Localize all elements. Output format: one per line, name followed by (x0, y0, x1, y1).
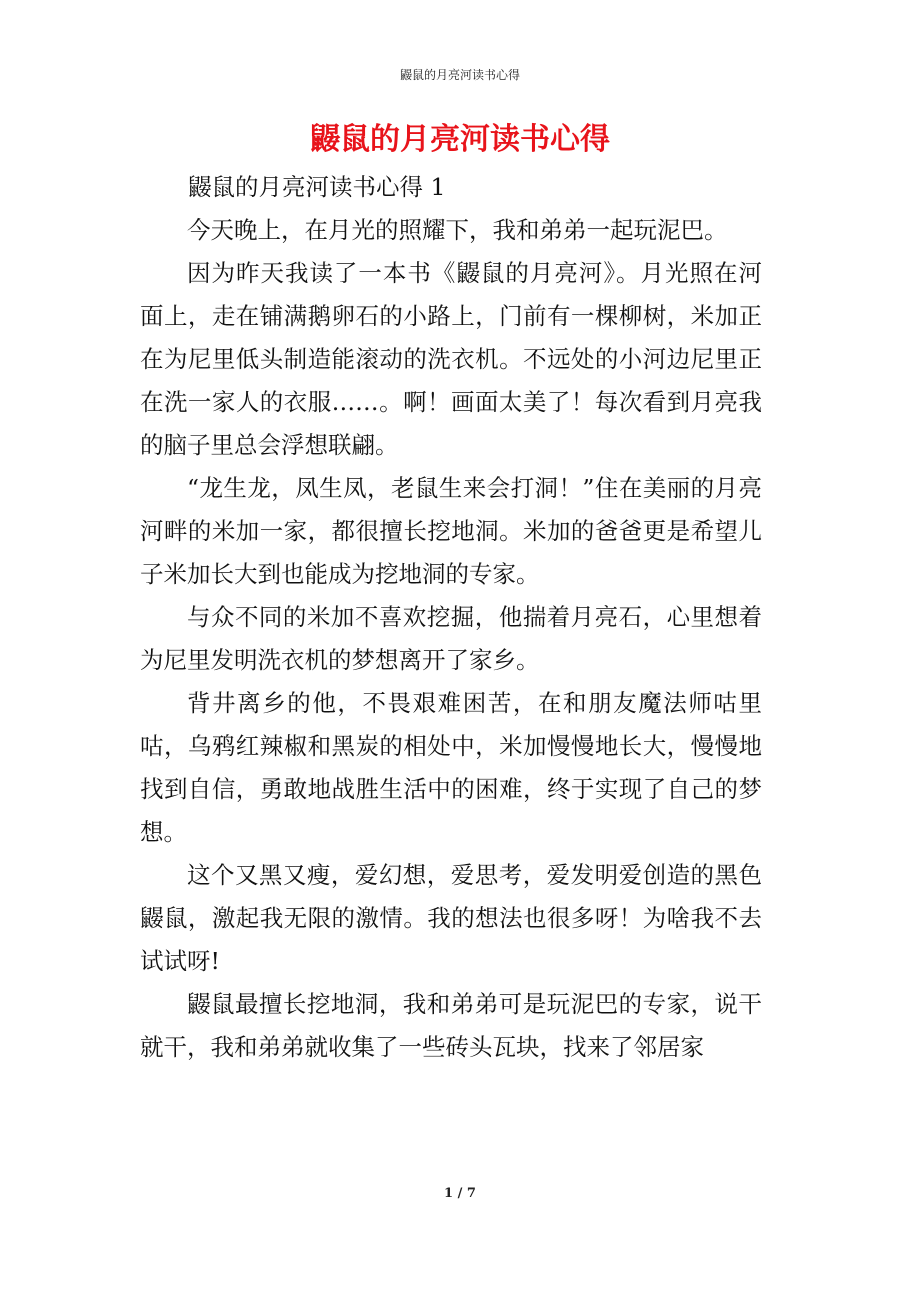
running-header: 鼹鼠的月亮河读书心得 (399, 68, 520, 82)
paragraph: 与众不同的米加不喜欢挖掘，他揣着月亮石，心里想着为尼里发明洗衣机的梦想离开了家乡。 (140, 603, 762, 674)
document-title: 鼹鼠的月亮河读书心得 (310, 122, 610, 157)
document-subtitle: 鼹鼠的月亮河读书心得 1 (188, 173, 446, 201)
paragraph: 鼹鼠最擅长挖地洞，我和弟弟可是玩泥巴的专家，说干就干，我和弟弟就收集了一些砖头瓦块，找来了邻居家 (140, 990, 762, 1061)
paragraph: “龙生龙，凤生凤，老鼠生来会打洞！”住在美丽的月亮河畔的米加一家，都很擅长挖地洞。米加的爸爸更是希望儿子米加长大到也能成为挖地洞的专家。 (140, 474, 762, 588)
paragraph: 这个又黑又瘦，爱幻想，爱思考，爱发明爱创造的黑色鼹鼠，激起我无限的激情。我的想法也很多呀！为啥我不去试试呀! (140, 861, 762, 975)
document-body (140, 166, 762, 1069)
paragraph: 今天晚上，在月光的照耀下，我和弟弟一起玩泥巴。 (187, 216, 728, 244)
paragraph: 背井离乡的他，不畏艰难困苦，在和朋友魔法师咕里咕，乌鸦红辣椒和黑炭的相处中，米加慢慢地长大，慢慢地找到自信，勇敢地战胜生活中的困难，终于实现了自己的梦想。 (140, 689, 762, 846)
page-indicator: 1 / 7 (444, 1186, 476, 1201)
paragraph: 因为昨天我读了一本书《鼹鼠的月亮河》。月光照在河面上，走在铺满鹅卵石的小路上，门前有一棵柳树，米加正在为尼里低头制造能滚动的洗衣机。不远处的小河边尼里正在洗一家人的衣服……。啊！画面太美了！每次看到月亮我的脑子里总会浮想联翩。 (140, 259, 762, 459)
